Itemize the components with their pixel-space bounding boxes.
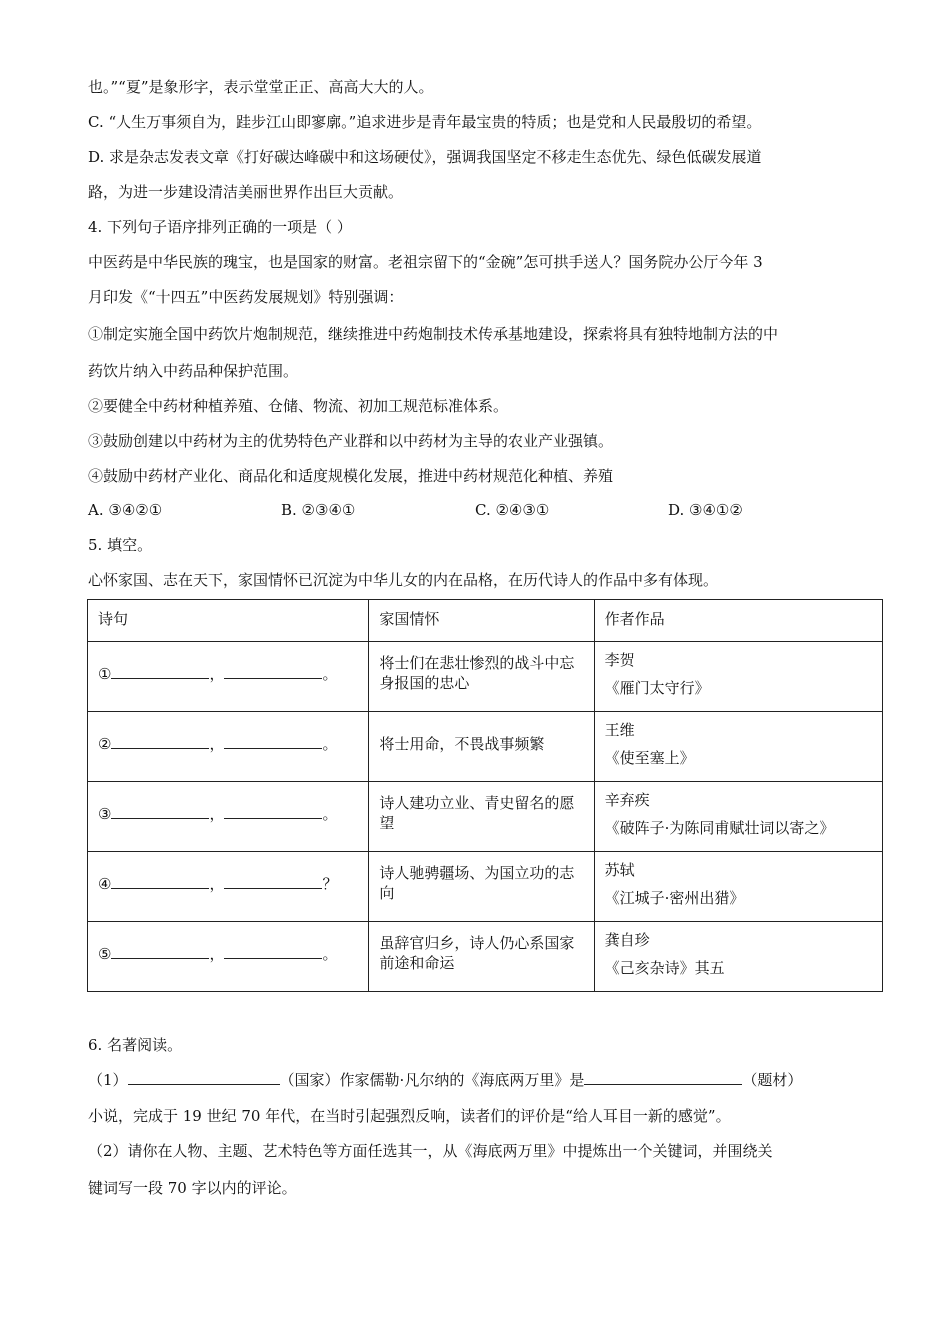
blank-end: 。: [322, 665, 338, 683]
q6-part1-middle: （国家）作家儒勒·凡尔纳的《海底两万里》是: [279, 1071, 585, 1089]
q4-option-a[interactable]: A. ③④②①: [88, 501, 163, 519]
q3-option-d-line1: D. 求是杂志发表文章《打好碳达峰碳中和这场硬仗》，强调我国坚定不移走生态优先、绿色低碳发展道: [88, 148, 762, 166]
blank-separator: ，: [209, 665, 225, 683]
feeling-cell: 虽辞官归乡，诗人仍心系国家前途和命运: [379, 934, 575, 972]
header-poem: 诗句: [88, 600, 369, 642]
q3-option-c: C. “人生万事须自为，跬步江山即寥廓。”追求进步是青年最宝贵的特质；也是党和人民最殷切的希望。: [88, 113, 762, 131]
table-header-row: [88, 600, 883, 642]
answer-blank[interactable]: [224, 804, 322, 819]
row-number: ⑤: [98, 945, 112, 963]
header-feeling: 家国情怀: [369, 600, 594, 642]
poem-blank-cell: [88, 922, 368, 991]
blank-end: 。: [322, 945, 338, 963]
q4-option-d[interactable]: D. ③④①②: [668, 501, 743, 519]
answer-blank[interactable]: [111, 804, 209, 819]
author-name: 王维: [604, 721, 635, 739]
answer-blank[interactable]: [224, 944, 322, 959]
poem-blank-cell: [88, 712, 368, 781]
work-title: 《使至塞上》: [604, 749, 695, 767]
author-name: 苏轼: [604, 861, 635, 879]
author-name: 李贺: [604, 651, 635, 669]
row-number: ④: [98, 875, 112, 893]
answer-blank[interactable]: [111, 874, 209, 889]
q5-stem: 5. 填空。: [88, 536, 153, 554]
q4-stem: 4. 下列句子语序排列正确的一项是（ ）: [88, 218, 352, 236]
table-row: [88, 852, 883, 922]
genre-blank[interactable]: [584, 1070, 742, 1085]
answer-blank[interactable]: [111, 734, 209, 749]
blank-separator: ，: [209, 735, 225, 753]
q3-option-d-line2: 路，为进一步建设清洁美丽世界作出巨大贡献。: [88, 183, 404, 201]
work-title: 《己亥杂诗》其五: [604, 959, 725, 977]
table-row: [88, 712, 883, 782]
q5-poetry-table: [87, 599, 883, 992]
q4-intro-line1: 中医药是中华民族的瑰宝，也是国家的财富。老祖宗留下的“金碗”怎可拱手送人？国务院办公厅今年 3: [88, 253, 763, 271]
author-cell: [595, 852, 882, 921]
q6-part1-line2: 小说，完成于 19 世纪 70 年代，在当时引起强烈反响，读者们的评价是“给人耳目一新的感觉”。: [88, 1107, 731, 1125]
author-cell: [595, 712, 882, 781]
table-row: [88, 922, 883, 992]
q3-option-b-continued: 也。”“夏”是象形字，表示堂堂正正、高高大大的人。: [88, 78, 434, 96]
blank-separator: ，: [209, 945, 225, 963]
blank-end: 。: [322, 805, 338, 823]
country-blank[interactable]: [128, 1070, 280, 1085]
table-row: [88, 642, 883, 712]
q4-options: [88, 500, 888, 520]
feeling-cell: 诗人建功立业、青史留名的愿望: [379, 794, 575, 832]
q4-option-b[interactable]: B. ②③④①: [281, 501, 356, 519]
q4-option-c[interactable]: C. ②④③①: [475, 501, 550, 519]
author-cell: [595, 642, 882, 711]
feeling-cell: 诗人驰骋疆场、为国立功的志向: [379, 864, 575, 902]
q4-sentence-4: ④鼓励中药材产业化、商品化和适度规模化发展，推进中药材规范化种植、养殖: [88, 467, 614, 485]
q4-intro-line2: 月印发《“十四五”中医药发展规划》特别强调：: [88, 288, 404, 306]
q4-sentence-1-line1: ①制定实施全国中药饮片炮制规范，继续推进中药炮制技术传承基地建设，探索将具有独特地制方法的中: [88, 325, 779, 343]
q6-part1-number: （1）: [88, 1071, 128, 1089]
feeling-cell: 将士用命，不畏战事频繁: [379, 735, 545, 753]
row-number: ②: [98, 735, 112, 753]
blank-separator: ，: [209, 875, 225, 893]
q4-sentence-3: ③鼓励创建以中药材为主的优势特色产业群和以中药材为主导的农业产业强镇。: [88, 432, 614, 450]
author-name: 龚自珍: [604, 931, 650, 949]
q5-table-wrapper: [87, 599, 883, 992]
answer-blank[interactable]: [224, 874, 322, 889]
q6-part2-line2: 键词写一段 70 字以内的评论。: [88, 1179, 297, 1197]
q5-intro: 心怀家国、志在天下，家国情怀已沉淀为中华儿女的内在品格，在历代诗人的作品中多有体现。: [88, 571, 719, 589]
blank-end: 。: [322, 735, 338, 753]
work-title: 《破阵子·为陈同甫赋壮词以寄之》: [604, 819, 835, 837]
poem-blank-cell: [88, 642, 368, 711]
q4-sentence-2: ②要健全中药材种植养殖、仓储、物流、初加工规范标准体系。: [88, 397, 509, 415]
table-row: [88, 782, 883, 852]
q6-part2-line1: （2）请你在人物、主题、艺术特色等方面任选其一，从《海底两万里》中提炼出一个关键词，并围绕关: [88, 1142, 773, 1160]
q6-part1-line1: [88, 1070, 802, 1090]
author-cell: [595, 922, 882, 991]
poem-blank-cell: [88, 852, 368, 921]
q6-part1-genre-label: （题材）: [742, 1071, 803, 1089]
row-number: ③: [98, 805, 112, 823]
blank-end: ？: [322, 875, 338, 893]
answer-blank[interactable]: [224, 734, 322, 749]
q6-stem: 6. 名著阅读。: [88, 1036, 183, 1054]
row-number: ①: [98, 665, 112, 683]
feeling-cell: 将士们在悲壮惨烈的战斗中忘身报国的忠心: [379, 654, 575, 692]
author-name: 辛弃疾: [604, 791, 650, 809]
answer-blank[interactable]: [111, 944, 209, 959]
answer-blank[interactable]: [111, 664, 209, 679]
q4-sentence-1-line2: 药饮片纳入中药品种保护范围。: [88, 362, 299, 380]
answer-blank[interactable]: [224, 664, 322, 679]
work-title: 《雁门太守行》: [604, 679, 710, 697]
author-cell: [595, 782, 882, 851]
header-author: 作者作品: [594, 600, 882, 642]
work-title: 《江城子·密州出猎》: [604, 889, 745, 907]
blank-separator: ，: [209, 805, 225, 823]
poem-blank-cell: [88, 782, 368, 851]
